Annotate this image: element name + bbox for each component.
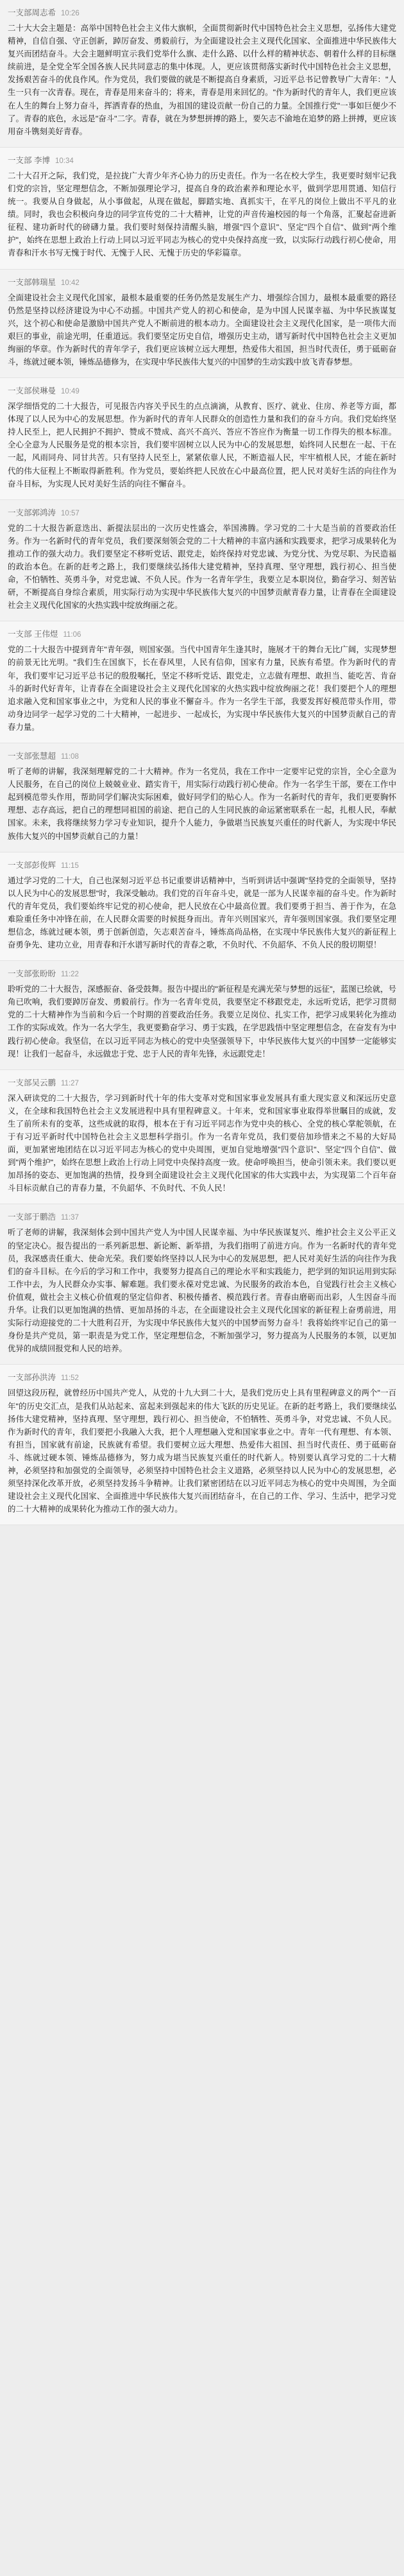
message-timestamp: 10:42 [61,279,80,287]
message-sender[interactable]: 一支部彭俊辉 [8,860,56,870]
message-timestamp: 11:15 [61,861,79,870]
message-sender[interactable]: 一支部韩瑞星 [8,277,56,287]
message-body: 聆听党的二十大报告，深感振奋、备受鼓舞。报告中提出的"新征程是充满光荣与梦想的远征"，蓝图已绘就，号角已吹响，我们要踔厉奋发、勇毅前行。作为一名青年党员，我要坚定不移跟党走，永远听党话，把学习贯彻党的二十大精神作为当前和今后一个时期的首要政治任务。我要立足岗位、扎实工作，把学习成果转化为推动工作的实际成效。作为一名大学生，我更要勤奋学习、勇于实践，在学思践悟中坚定理想信念，在奋发有为中践行初心使命。我坚信，在以习近平同志为核心的党中央坚强领导下，中华民族伟大复兴的中国梦一定能够实现！让我们一起奋斗，永远做忠于党、忠于人民的青年先锋，永远跟党走！ [8,985,396,1059]
message-body: 深入研读党的二十大报告，学习到新时代十年的伟大变革对党和国家事业发展具有重大现实意义和深远历史意义，在全球和我国特色社会主义发展进程中具有里程碑意义。十年来，党和国家事业取得举世瞩目的成就，发生了前所未有的变革，这些成就的取得，根本在于有习近平同志作为党中央的核心、全党的核心掌舵领航，在于有习近平新时代中国特色社会主义思想科学指引。作为一名青年党员，我们要倍加珍惜来之不易的大好局面，更加紧密地团结在以习近平同志为核心的党中央周围，更加自觉地增强"四个意识"、坚定"四个自信"、做到"两个维护"，始终在思想上政治上行动上同党中央保持高度一致。使命呼唤担当，使命引领未来。我们要以更加昂扬的姿态、更加饱满的热情，投身到全面建设社会主义现代化国家的伟大实践中去，为实现第二个百年奋斗目标贡献自己的青春力量，不负韶华、不负时代、不负人民！ [8,1093,396,1193]
chat-message[interactable] [0,270,404,379]
message-header [8,1371,396,1383]
message-body: 二十大召开之际，我们党，是拉拢广大青少年齐心协力的历史责任。作为一名在校大学生，我更要时刻牢记我们党的宗旨，坚定理想信念，不断加强理论学习，提高自身的政治素养和理论水平，做到学思用贯通、知信行统一。我要从自身做起，从小事做起，从现在做起，脚踏实地、真抓实干，在平凡的岗位上做出不平凡的业绩。同时，我也会积极向身边的同学宣传党的二十大精神，让党的声音传遍校园的每一个角落，汇聚起奋进新征程、建功新时代的磅礴力量。我们要时刻保持清醒头脑，增强"四个意识"、坚定"四个自信"、做到"两个维护"，始终在思想上政治上行动上同以习近平同志为核心的党中央保持高度一致，以实际行动践行初心使命，用青春和汗水书写无愧于时代、无愧于人民、无愧于历史的华彩篇章。 [8,171,396,258]
message-sender[interactable]: 一支部 李博 [8,155,50,165]
message-body: 听了老师的讲解，我深刻体会到中国共产党人为中国人民谋幸福、为中华民族谋复兴、维护社会主义公平正义的坚定决心。报告提出的一系列新思想、新论断、新举措，为我们指明了前进方向。作为一名新时代的青年党员，我深感责任重大、使命光荣。我们要始终坚持以人民为中心的发展思想，把人民对美好生活的向往作为我们的奋斗目标。在今后的学习和工作中，我要努力提高自己的理论水平和实践能力，把学到的知识运用到实际工作中去，为人民群众办实事、解难题。我们要永葆对党忠诚、为民服务的政治本色，自觉践行社会主义核心价值观，做社会主义核心价值观的坚定信仰者、积极传播者、模范践行者。青春由磨砺而出彩，人生因奋斗而升华。让我们以更加饱满的热情、更加昂扬的斗志，在全面建设社会主义现代化国家的新征程上奋勇前进，用实际行动迎接党的二十大胜利召开，为实现中华民族伟大复兴的中国梦而努力奋斗！我将始终牢记自己的第一身份是共产党员，第一职责是为党工作，坚定理想信念，不断加强学习，努力提高为人民服务的本领，以更加优异的成绩回报党和人民的培养。 [8,1228,396,1354]
message-header [8,276,396,288]
message-timestamp: 11:08 [61,753,79,761]
message-body: 通过学习党的二十大，自己也深刻习近平总书记重要讲话精神中，当听到讲话中强调"坚持党的全面领导，坚持以人民为中心的发展思想"时，我深受触动。我们党的百年奋斗史，就是一部为人民谋幸福的奋斗史。作为新时代的青年党员，我们要始终牢记党的初心使命，把人民放在心中最高位置。我们要勇于担当、善于作为，在急难险重任务中冲锋在前，在人民群众需要的时候挺身而出。青年兴则国家兴，青年强则国家强。我们要坚定理想信念，练就过硬本领，勇于创新创造，矢志艰苦奋斗，锤炼高尚品格，在实现中华民族伟大复兴的新征程上奋勇争先、建功立业，用青春和汗水谱写新时代的青春之歌，不负时代、不负韶华、不负人民的殷切期望！ [8,876,396,950]
message-body: 二十大大会主题是：高举中国特色社会主义伟大旗帜，全面贯彻新时代中国特色社会主义思想，弘扬伟大建党精神，自信自强、守正创新，踔厉奋发、勇毅前行，为全面建设社会主义现代化国家、全面推进中华民族伟大复兴而团结奋斗。大会主题鲜明宣示我们党举什么旗、走什么路、以什么样的精神状态、朝着什么样的目标继续前进，是全党全军全国各族人民共同意志的集中体现。人，更应该贯彻落实新时代中国特色社会主义思想，发扬艰苦奋斗的优良作风。作为党员，我们要做的就是不断提高自身素质，习近平总书记曾教导广大青年："人生一只有一次青春。现在，青春是用来奋斗的；将来，青春是用来回忆的。"作为新时代的青年人，我们更应该在人生的舞台上努力奋斗，挥洒青春的热血，为祖国的建设贡献一份自己的力量。全国推行党"一事如巨便少不了。青春的底色，永远是"奋斗"二字。青春，就在为梦想拼搏的路上，要矢志不渝地在追梦的路上拼搏，更应该用奋斗镌刻美好青春。 [8,24,396,136]
message-sender[interactable]: 一支部 王伟煜 [8,630,58,639]
message-timestamp: 10:26 [61,10,80,17]
message-timestamp: 11:22 [61,971,79,979]
message-sender[interactable]: 一支部张慧超 [8,752,56,761]
chat-message[interactable] [0,1204,404,1365]
message-sender[interactable]: 一支部于鹏浩 [8,1213,56,1222]
message-header [8,6,396,18]
message-header [8,1076,396,1088]
message-timestamp: 11:06 [63,631,81,639]
message-timestamp: 10:57 [61,509,80,517]
message-sender[interactable]: 一支部侯琳曼 [8,386,56,396]
message-timestamp: 11:37 [61,1214,79,1222]
message-header [8,628,396,639]
chat-message[interactable] [0,961,404,1070]
message-timestamp: 10:49 [61,388,80,396]
chat-message[interactable] [0,852,404,962]
message-body: 党的二十大报告新意迭出、新提法层出的一次历史性盛会，举国沸腾。学习党的二十大是当前的首要政治任务。作为一名新时代的青年党员，我们要深刻领会党的二十大精神的丰富内涵和实践要求，把学习成果转化为推动工作的强大动力。我们要坚定不移听党话、跟党走，始终保持对党忠诚、为党分忧、为党尽职、为民造福的政治本色。在新的赶考之路上，我们要继续弘扬伟大建党精神，坚持真理、坚守理想，践行初心、担当使命，不怕牺牲、英勇斗争，对党忠诚、不负人民。作为一名青年学生，我要立足本职岗位，勤奋学习、刻苦钻研，不断提高自身综合素质，用实际行动为实现中华民族伟大复兴的中国梦贡献青春力量，让青春在全面建设社会主义现代化国家的火热实践中绽放绚丽之花。 [8,523,396,610]
message-body: 听了老师的讲解，我深刻理解党的二十大精神。作为一名党员，我在工作中一定要牢记党的宗旨，全心全意为人民服务，在自己的岗位上兢兢业业、踏实肯干，用实际行动践行初心使命。作为一名学生干部，要在工作中起到模范带头作用，帮助同学们解决实际困难，做好同学们的贴心人。作为一名新时代的青年，我们更要胸怀理想、志存高远，把自己的理想同祖国的前途、把自己的人生同民族的命运紧密联系在一起，扎根人民，奉献国家。未来，我将继续努力学习专业知识，提升个人能力，争做堪当民族复兴重任的时代新人，为实现中华民族伟大复兴的中国梦贡献自己的力量！ [8,767,396,841]
message-timestamp: 11:52 [61,1374,79,1383]
message-header [8,859,396,870]
message-sender[interactable]: 一支部张盼盼 [8,969,56,979]
message-sender[interactable]: 一支部吴云鹏 [8,1078,56,1087]
message-sender[interactable]: 一支部周志希 [8,8,56,17]
message-timestamp: 10:34 [55,157,74,165]
chat-message[interactable] [0,1070,404,1205]
message-timestamp: 11:27 [61,1079,79,1087]
chat-message[interactable] [0,621,404,743]
message-sender[interactable]: 一支部孙洪涛 [8,1373,56,1383]
message-header [8,385,396,396]
message-sender[interactable]: 一支部郭鸿涛 [8,508,56,517]
message-body: 党的二十大报告中提到青年"青年强，则国家强。当代中国青年生逢其时，施展才干的舞台无比广阔，实现梦想的前景无比光明。"我们生在国旗下，长在春风里，人民有信仰，国家有力量，民族有希望。作为新时代的青年，我们要牢记习近平总书记的殷殷嘱托，坚定不移听党话、跟党走，立志做有理想、敢担当、能吃苦、肯奋斗的新时代好青年，让青春在全面建设社会主义现代化国家的火热实践中绽放绚丽之花！我们要把个人的理想追求融入党和国家事业之中，为党和人民的事业不懈奋斗。作为一名学生干部，我要发挥好模范带头作用，带动身边同学一起学习党的二十大精神，一起进步、一起成长，为实现中华民族伟大复兴的中国梦贡献自己的青春力量。 [8,645,396,732]
message-body: 深学细悟党的二十大报告，可见报告内容关乎民生的点点滴滴，从教育、医疗、就业、住房、养老等方面，都体现了以人民为中心的发展思想。作为新时代的青年人民群众的创造性力量和我们的奋斗方向。我们党始终坚持人民至上，把人民拥护不拥护、赞成不赞成、高兴不高兴、答应不答应作为衡量一切工作得失的根本标准。全心全意为人民服务是党的根本宗旨，我们要牢固树立以人民为中心的发展思想，始终同人民想在一起、干在一起，风雨同舟、同甘共苦。只有坚持人民至上，紧紧依靠人民，不断造福人民，牢牢植根人民，才能在新时代的伟大征程上不断取得新胜利。作为党员，要始终把人民放在心中最高位置，把人民对美好生活的向往作为奋斗目标，为实现人民对美好生活的向往不懈奋斗。 [8,402,396,488]
message-header [8,1211,396,1222]
message-body: 回望这段历程，就曾经历中国共产党人，从党的十九大到二十大，是我们党历史上具有里程碑意义的两个"一百年"的历史交汇点，是我们从站起来、富起来到强起来的伟大飞跃的历史见证。在新的赶考路上，我们要继续弘扬伟大建党精神，坚持真理、坚守理想，践行初心、担当使命，不怕牺牲、英勇斗争，对党忠诚、不负人民。作为新时代的青年，我们要把小我融入大我，把个人理想融入党和国家事业之中。青年一代有理想、有本领、有担当，国家就有前途，民族就有希望。我们要树立远大理想、热爱伟大祖国、担当时代责任、勇于砥砺奋斗、练就过硬本领、锤炼品德修为，努力成为堪当民族复兴重任的时代新人。特别要认真学习党的二十大精神，必须坚持和加强党的全面领导，必须坚持中国特色社会主义道路，必须坚持以人民为中心的发展思想，必须坚持深化改革开放，必须坚持发扬斗争精神。让我们紧密团结在以习近平同志为核心的党中央周围，为全面建设社会主义现代化国家、全面推进中华民族伟大复兴而团结奋斗，在自己的工作、学习、生活中，把学习党的二十大精神的成果转化为推动工作的强大动力。 [8,1388,396,1514]
message-body: 全面建设社会主义现代化国家，最根本最重要的任务仍然是发展生产力、增强综合国力，最根本最重要的路径仍然是坚持以经济建设为中心不动摇。中国共产党人的初心和使命，是为中国人民谋幸福、为中华民族谋复兴，这个初心和使命是激励中国共产党人不断前进的根本动力。全面建设社会主义现代化国家，是一项伟大而艰巨的事业，前途光明，任重道远。我们要坚定历史自信，增强历史主动，谱写新时代中国特色社会主义更加绚丽的华章。作为新时代的青年学子，我们更应该树立远大理想，热爱伟大祖国，担当时代责任，勇于砥砺奋斗，练就过硬本领，锤炼品德修为，在实现中华民族伟大复兴的中国梦的生动实践中放飞青春梦想。 [8,293,396,367]
chat-message[interactable] [0,500,404,622]
chat-message[interactable] [0,1365,404,1525]
chat-message[interactable] [0,0,404,148]
message-header [8,967,396,979]
chat-message[interactable] [0,743,404,852]
chat-message[interactable] [0,148,404,270]
message-header [8,154,396,166]
message-header [8,506,396,518]
chat-message[interactable] [0,378,404,500]
message-header [8,750,396,761]
